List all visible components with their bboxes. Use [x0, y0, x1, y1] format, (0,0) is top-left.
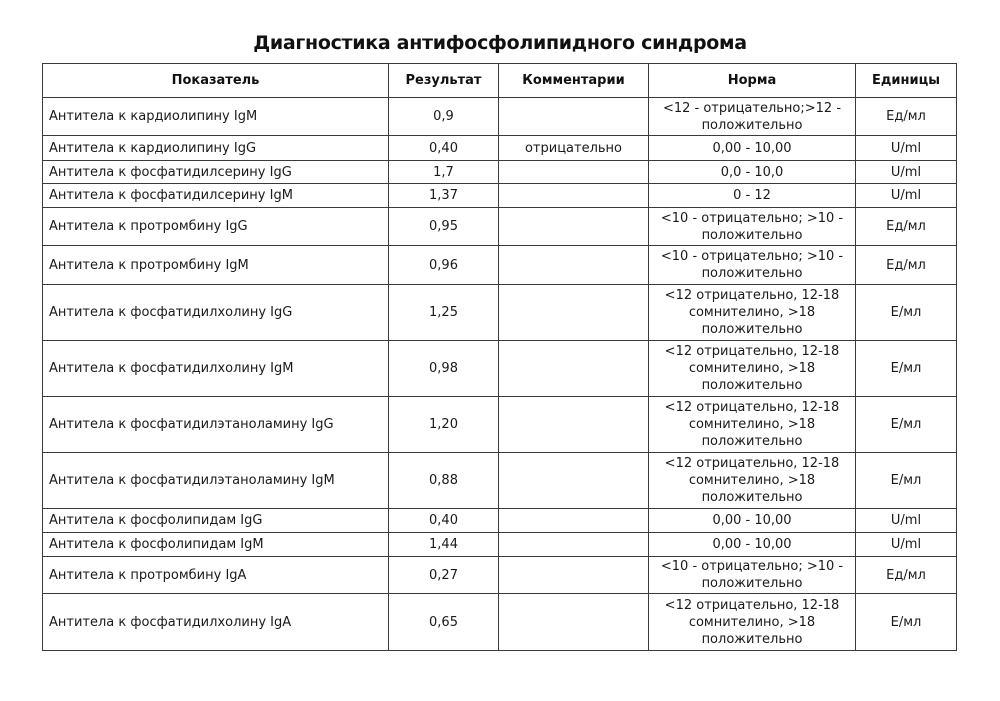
cell-result: 0,65 — [389, 594, 499, 651]
cell-indicator: Антитела к фосфолипидам IgM — [43, 533, 389, 557]
cell-indicator: Антитела к протромбину IgM — [43, 246, 389, 285]
table-row — [43, 341, 957, 397]
header-result: Результат — [389, 64, 499, 98]
cell-comment — [499, 397, 649, 453]
results-table — [42, 63, 957, 651]
cell-comment: отрицательно — [499, 136, 649, 161]
cell-indicator: Антитела к фосфатидилэтаноламину IgM — [43, 453, 389, 509]
cell-units: Е/мл — [856, 453, 957, 509]
cell-comment — [499, 509, 649, 533]
cell-norm: <12 отрицательно, 12-18 сомнителино, >18 положительно — [649, 594, 856, 651]
cell-units: U/ml — [856, 184, 957, 208]
cell-indicator: Антитела к фосфолипидам IgG — [43, 509, 389, 533]
cell-result: 1,7 — [389, 161, 499, 184]
cell-norm: <12 отрицательно, 12-18 сомнителино, >18 положительно — [649, 397, 856, 453]
cell-norm: <10 - отрицательно; >10 - положительно — [649, 557, 856, 594]
table-row — [43, 509, 957, 533]
cell-comment — [499, 453, 649, 509]
cell-comment — [499, 557, 649, 594]
header-indicator: Показатель — [43, 64, 389, 98]
cell-comment — [499, 98, 649, 136]
header-units: Единицы — [856, 64, 957, 98]
cell-indicator: Антитела к фосфатидилэтаноламину IgG — [43, 397, 389, 453]
cell-result: 0,98 — [389, 341, 499, 397]
cell-norm: 0 - 12 — [649, 184, 856, 208]
cell-comment — [499, 533, 649, 557]
cell-units: Е/мл — [856, 594, 957, 651]
cell-comment — [499, 594, 649, 651]
cell-result: 1,44 — [389, 533, 499, 557]
cell-result: 0,27 — [389, 557, 499, 594]
cell-units: Ед/мл — [856, 98, 957, 136]
cell-result: 0,95 — [389, 208, 499, 246]
table-row — [43, 594, 957, 651]
table-row — [43, 184, 957, 208]
table-row — [43, 246, 957, 285]
cell-result: 1,37 — [389, 184, 499, 208]
table-row — [43, 136, 957, 161]
cell-result: 0,88 — [389, 453, 499, 509]
cell-norm: <10 - отрицательно; >10 - положительно — [649, 208, 856, 246]
header-norm: Норма — [649, 64, 856, 98]
cell-comment — [499, 341, 649, 397]
table-row — [43, 397, 957, 453]
cell-indicator: Антитела к фосфатидилхолину IgA — [43, 594, 389, 651]
table-row — [43, 208, 957, 246]
cell-indicator: Антитела к фосфатидилсерину IgG — [43, 161, 389, 184]
table-row — [43, 533, 957, 557]
cell-norm: 0,00 - 10,00 — [649, 136, 856, 161]
cell-indicator: Антитела к кардиолипину IgG — [43, 136, 389, 161]
cell-norm: 0,00 - 10,00 — [649, 509, 856, 533]
cell-norm: <12 - отрицательно;>12 - положительно — [649, 98, 856, 136]
cell-units: U/ml — [856, 533, 957, 557]
cell-units: Ед/мл — [856, 557, 957, 594]
cell-units: U/ml — [856, 136, 957, 161]
table-row — [43, 98, 957, 136]
cell-comment — [499, 184, 649, 208]
cell-norm: 0,0 - 10,0 — [649, 161, 856, 184]
cell-comment — [499, 285, 649, 341]
table-header-row — [43, 64, 957, 98]
table-row — [43, 557, 957, 594]
cell-indicator: Антитела к фосфатидилсерину IgM — [43, 184, 389, 208]
cell-comment — [499, 208, 649, 246]
table-body — [43, 98, 957, 651]
cell-indicator: Антитела к фосфатидилхолину IgM — [43, 341, 389, 397]
document-title: Диагностика антифосфолипидного синдрома — [253, 32, 747, 54]
cell-indicator: Антитела к фосфатидилхолину IgG — [43, 285, 389, 341]
cell-units: Е/мл — [856, 341, 957, 397]
cell-units: Е/мл — [856, 397, 957, 453]
cell-units: Е/мл — [856, 285, 957, 341]
cell-comment — [499, 161, 649, 184]
cell-norm: <12 отрицательно, 12-18 сомнителино, >18 положительно — [649, 341, 856, 397]
cell-units: Ед/мл — [856, 246, 957, 285]
cell-result: 0,40 — [389, 509, 499, 533]
cell-indicator: Антитела к протромбину IgG — [43, 208, 389, 246]
table-row — [43, 453, 957, 509]
table-row — [43, 285, 957, 341]
header-comments: Комментарии — [499, 64, 649, 98]
cell-units: Ед/мл — [856, 208, 957, 246]
cell-norm: <10 - отрицательно; >10 - положительно — [649, 246, 856, 285]
cell-units: U/ml — [856, 509, 957, 533]
cell-indicator: Антитела к протромбину IgA — [43, 557, 389, 594]
cell-units: U/ml — [856, 161, 957, 184]
cell-indicator: Антитела к кардиолипину IgM — [43, 98, 389, 136]
cell-result: 0,9 — [389, 98, 499, 136]
cell-norm: <12 отрицательно, 12-18 сомнителино, >18 положительно — [649, 285, 856, 341]
table-row — [43, 161, 957, 184]
cell-norm: 0,00 - 10,00 — [649, 533, 856, 557]
cell-result: 1,25 — [389, 285, 499, 341]
cell-comment — [499, 246, 649, 285]
cell-result: 0,96 — [389, 246, 499, 285]
cell-result: 0,40 — [389, 136, 499, 161]
cell-result: 1,20 — [389, 397, 499, 453]
cell-norm: <12 отрицательно, 12-18 сомнителино, >18 положительно — [649, 453, 856, 509]
